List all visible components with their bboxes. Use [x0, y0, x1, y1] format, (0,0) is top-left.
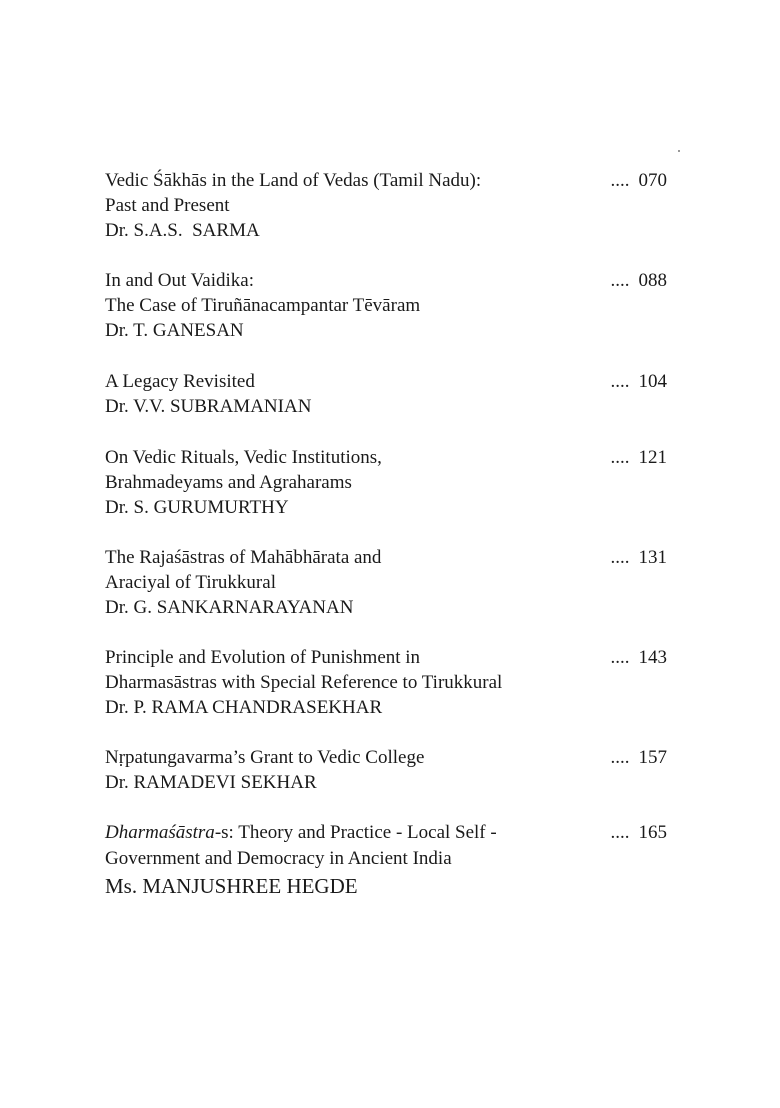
- entry-author: Dr. V.V. SUBRAMANIAN: [105, 396, 312, 417]
- entry-title-line: Government and Democracy in Ancient India: [105, 848, 452, 869]
- entry-author: Dr. S. GURUMURTHY: [105, 497, 289, 518]
- page-number: 088: [638, 270, 667, 291]
- entry-title-line: On Vedic Rituals, Vedic Institutions,: [105, 447, 382, 468]
- entry-author: Dr. T. GANESAN: [105, 320, 244, 341]
- entry-author: Dr. P. RAMA CHANDRASEKHAR: [105, 697, 383, 718]
- entry-title-line: Vedic Śākhās in the Land of Vedas (Tamil Nadu):: [105, 170, 482, 191]
- leader-dots: ....: [610, 270, 630, 291]
- entry-title-rest: -s: Theory and Practice - Local Self -: [214, 822, 497, 843]
- page-number: 157: [638, 747, 667, 768]
- page-number: 070: [638, 170, 667, 191]
- page-number: 104: [638, 371, 667, 392]
- entry-title-line: The Case of Tiruñānacampantar Tēvāram: [105, 295, 421, 316]
- page-number: 121: [638, 447, 667, 468]
- entry-title-line: The Rajaśāstras of Mahābhārata and: [105, 547, 382, 568]
- page-number: 143: [638, 647, 667, 668]
- toc-entry[interactable]: [105, 369, 670, 419]
- entry-page: [611, 268, 668, 293]
- entry-title-line: Principle and Evolution of Punishment in: [105, 647, 421, 668]
- leader-dots: ....: [610, 547, 630, 568]
- entry-author: Dr. RAMADEVI SEKHAR: [105, 772, 317, 793]
- page-number: 131: [638, 547, 667, 568]
- entry-title-line: Dharmasāstras with Special Reference to Tirukkural: [105, 672, 503, 693]
- leader-dots: ....: [610, 747, 630, 768]
- entry-author: Dr. G. SANKARNARAYANAN: [105, 597, 354, 618]
- toc-entry[interactable]: [105, 545, 670, 620]
- leader-dots: ....: [610, 447, 630, 468]
- entry-page: [611, 645, 668, 670]
- toc-entry[interactable]: [105, 820, 670, 901]
- entry-title-italic: Dharmaśāstra: [105, 822, 215, 843]
- entry-page: [611, 820, 668, 846]
- entry-title-line: Nṛpatungavarma’s Grant to Vedic College: [105, 747, 425, 768]
- entry-page: [611, 168, 668, 193]
- entry-page: [611, 545, 668, 570]
- entry-title-line: Brahmadeyams and Agraharams: [105, 472, 352, 493]
- entry-title-line: [105, 820, 670, 846]
- page-number: 165: [638, 822, 667, 843]
- toc-entry[interactable]: [105, 168, 670, 243]
- entry-title-line: A Legacy Revisited: [105, 371, 255, 392]
- entry-page: [611, 369, 668, 394]
- entry-author: Ms. MANJUSHREE HEGDE: [105, 874, 358, 898]
- entry-title-line: In and Out Vaidika:: [105, 270, 254, 291]
- scan-speck: [678, 150, 680, 152]
- toc-entry[interactable]: [105, 645, 670, 720]
- entry-page: [611, 445, 668, 470]
- leader-dots: ....: [610, 371, 630, 392]
- toc-entry[interactable]: [105, 745, 670, 795]
- leader-dots: ....: [610, 822, 630, 843]
- leader-dots: ....: [610, 647, 630, 668]
- toc-entry[interactable]: [105, 445, 670, 520]
- toc-entry[interactable]: [105, 268, 670, 343]
- entry-page: [611, 745, 668, 770]
- entry-author: Dr. S.A.S. SARMA: [105, 220, 260, 241]
- entry-title-line: Araciyal of Tirukkural: [105, 572, 276, 593]
- entry-title-line: Past and Present: [105, 195, 230, 216]
- leader-dots: ....: [610, 170, 630, 191]
